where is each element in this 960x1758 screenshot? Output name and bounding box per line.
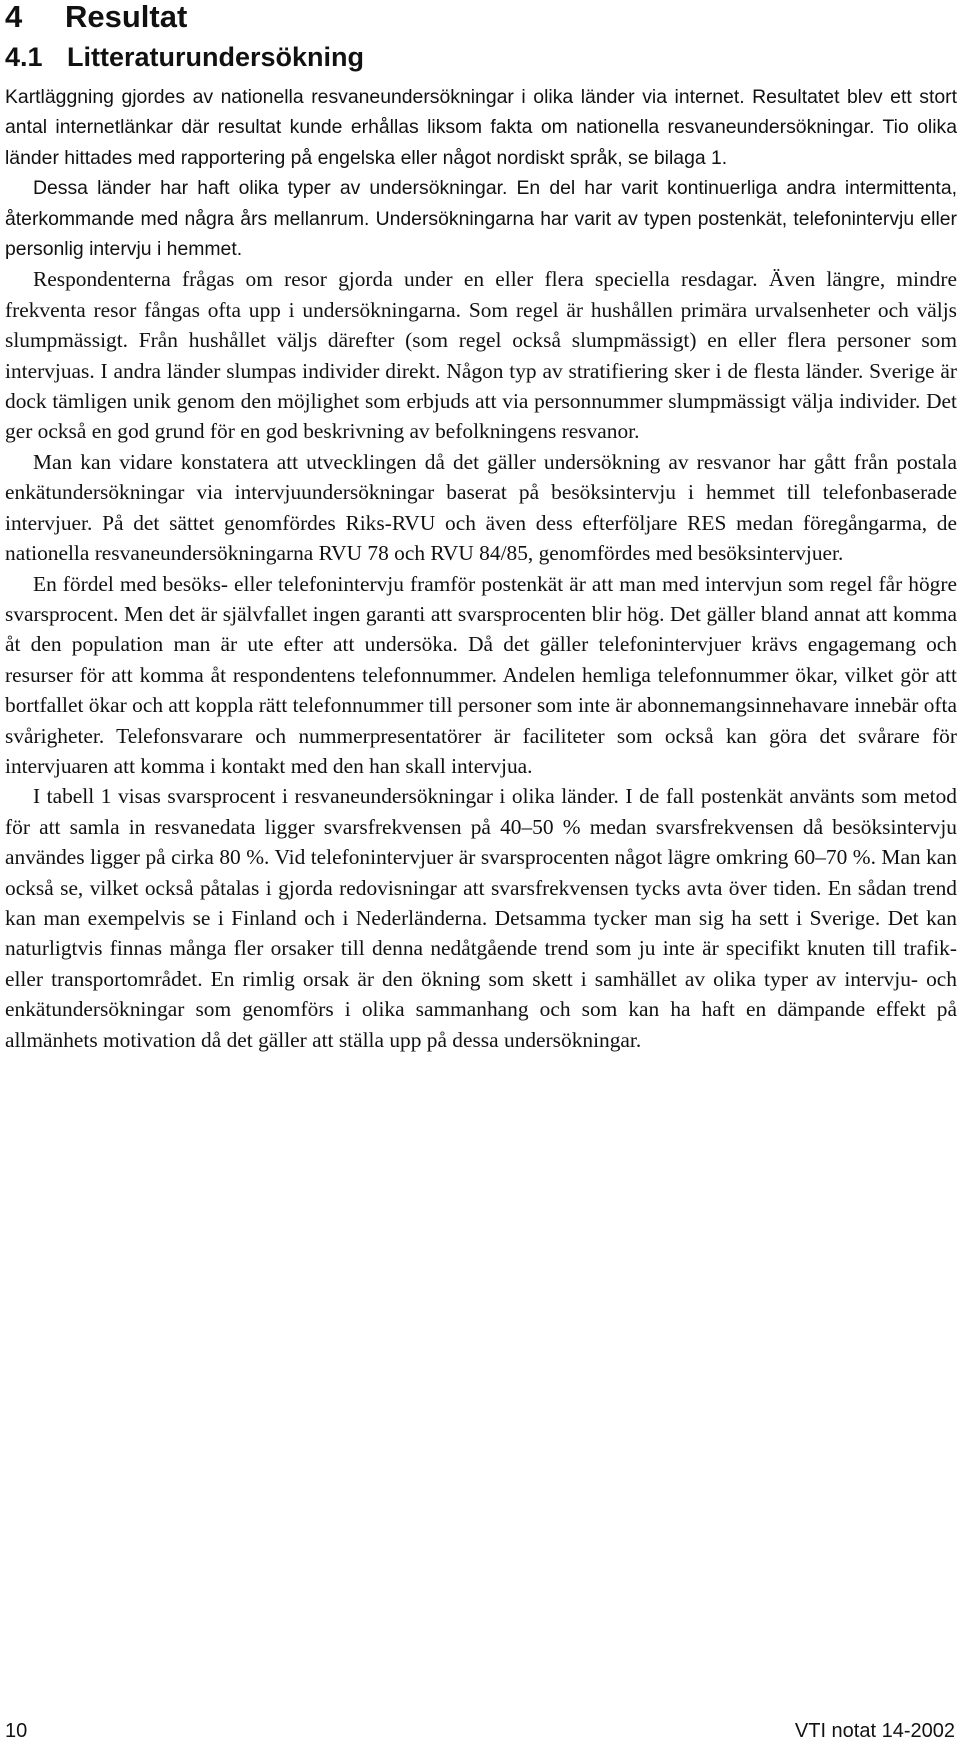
paragraph-respondents: Respondenterna frågas om resor gjorda under en eller flera speciella resdagar. Även längre, mindre frekventa resor fångas ofta upp i undersökningarna. Som regel är hushållen primära urvalsenheter och väljs slumpmässigt. Från hushållet väljs därefter (som regel också slumpmässigt) en eller flera personer som intervjuas. I andra länder slumpas individer direkt. Någon typ av stratifiering sker i de flesta länder. Sverige är dock tämligen unik genom den möjlighet som erbjuds att via personnummer slumpmässigt välja individer. Det ger också en god grund för en god beskrivning av befolkningens resvanor. (5, 267, 957, 444)
paragraph-response-rates: I tabell 1 visas svarsprocent i resvaneundersökningar i olika länder. I de fall postenkät använts som metod för att samla in resvanedata ligger svarsfrekvensen på 40–50 % medan svarsfrekvensen då besöksintervju användes ligger på cirka 80 %. Vid telefonintervjuer är svarsprocenten något lägre omkring 60–70 %. Man kan också se, vilket också påtalas i gjorda redovisningar att svarsfrekvensen tycks avta över tiden. En sådan trend kan man exempelvis se i Finland och i Nederländerna. Detsamma tycker man sig ha sett i Sverige. Det kan naturligtvis finnas många fler orsaker till denna nedåtgående trend som ju inte är specifikt knuten till trafik- eller transportområdet. En rimlig orsak är den ökning som skett i samhället av olika typer av intervju- och enkätundersökningar som genomförs i olika sammanhang och som kan ha haft en dämpande effekt på allmänhets motivation då det gäller att ställa upp på dessa undersökningar. (5, 784, 957, 1052)
section-title: Litteraturundersökning (67, 42, 365, 72)
paragraph-survey-types: Dessa länder har haft olika typer av undersökningar. En del har varit kontinuerliga andra intermittenta, återkommande med några års mellanrum. Undersökningarna har varit av typen postenkät, telefonintervju eller personlig intervju i hemmet. (5, 177, 957, 261)
paragraph-advantages: En fördel med besöks- eller telefonintervju framför postenkät är att man med intervjun som regel får högre svarsprocent. Men det är självfallet ingen garanti att svarsprocenten blir hög. Det gäller bland annat att komma åt den population man är ute efter att undersöka. Då det gäller telefonintervjuer krävs engagemang och resurser för att komma åt respondentens telefonnummer. Andelen hemliga telefonnummer ökar, vilket gör att bortfallet ökar och att koppla rätt telefonnummer till personer som inte är abonnemangsinnehavare innebär ofta svårigheter. Telefonsvarare och nummerpresentatörer är faciliteter som också kan göra det svårare för intervjuaren att komma i kontakt med den han skall intervjua. (5, 571, 957, 778)
chapter-title: Resultat (65, 0, 188, 34)
chapter-number: 4 (5, 0, 23, 34)
section-heading (5, 40, 364, 74)
page-number: 10 (5, 1720, 28, 1742)
chapter-heading (5, 0, 187, 34)
body-text (5, 82, 957, 1055)
page-footer (5, 1717, 955, 1745)
paragraph-development: Man kan vidare konstatera att utvecklingen då det gäller undersökning av resvanor har gått från postala enkätundersökningar via intervjuundersökningar baserat på besöksintervju i hemmet till telefonbaserade intervjuer. På det sättet genomfördes Riks-RVU och även dess efterföljare RES medan föregångarma, de nationella resvaneundersökningarna RVU 78 och RVU 84/85, genomfördes med besöksintervjuer. (5, 449, 957, 566)
report-series: VTI notat 14-2002 (794, 1720, 955, 1742)
paragraph-intro: Kartläggning gjordes av nationella resvaneundersökningar i olika länder via internet. Resultatet blev ett stort antal internetlänkar där resultat kunde erhållas liksom fakta om nationella resvaneundersökningar. Tio olika länder hittades med rapportering på engelska eller något nordiskt språk, se bilaga 1. (5, 86, 957, 169)
section-number: 4.1 (5, 42, 43, 72)
